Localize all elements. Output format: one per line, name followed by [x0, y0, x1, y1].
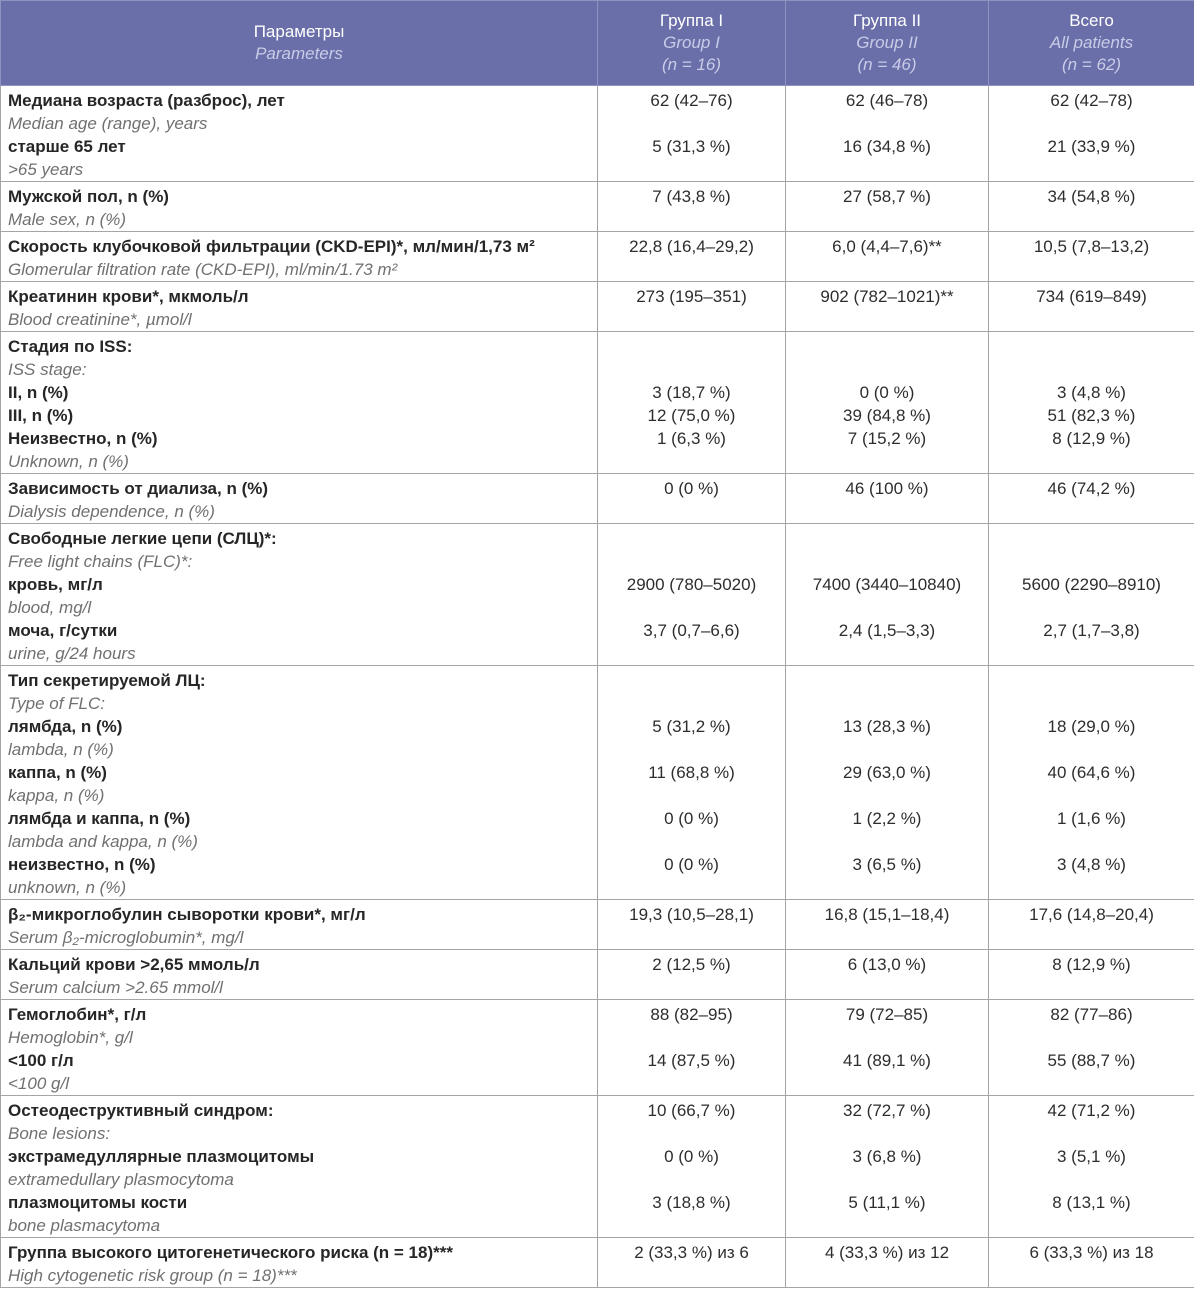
header-parameters-ru: Параметры — [253, 22, 345, 41]
value-g2: 41 (89,1 %) — [843, 1051, 931, 1070]
value-cell-all — [989, 232, 1194, 282]
parameter-label-en: >65 years — [8, 160, 84, 179]
parameter-label-en: blood, mg/l — [8, 598, 92, 617]
table-row — [1, 950, 1194, 1000]
parameter-label-en: Serum β₂-microglobumin*, mg/l — [8, 928, 244, 947]
spacer — [602, 1168, 781, 1191]
spacer — [790, 876, 984, 899]
spacer — [993, 158, 1190, 181]
spacer — [602, 1072, 781, 1095]
value-g1: 5 (31,2 %) — [652, 717, 731, 736]
value-g2: 39 (84,8 %) — [843, 406, 931, 425]
parameter-cell — [1, 900, 598, 950]
value-all: 21 (33,9 %) — [1047, 137, 1136, 156]
spacer — [602, 208, 781, 231]
parameter-cell — [1, 1096, 598, 1238]
value-cell-all — [989, 1096, 1194, 1238]
spacer — [790, 1264, 984, 1287]
value-g2: 32 (72,7 %) — [843, 1101, 931, 1120]
value-g1: 2900 (780–5020) — [626, 575, 757, 594]
table-row — [1, 282, 1194, 332]
value-all: 3 (4,8 %) — [1057, 855, 1126, 874]
header-group-1-en: Group I — [663, 33, 720, 52]
spacer — [790, 1168, 984, 1191]
spacer — [993, 1264, 1190, 1287]
value-cell-all — [989, 182, 1194, 232]
parameter-label-ru: неизвестно, n (%) — [8, 855, 156, 874]
spacer — [993, 335, 1190, 358]
section-title-ru: Свободные легкие цепи (СЛЦ)*: — [8, 529, 277, 548]
value-g1: 5 (31,3 %) — [652, 137, 731, 156]
parameter-label-en: extramedullary plasmocytoma — [8, 1170, 234, 1189]
table-row — [1, 182, 1194, 232]
value-cell-g1 — [598, 232, 786, 282]
parameter-cell — [1, 950, 598, 1000]
spacer — [993, 1072, 1190, 1095]
spacer — [993, 692, 1190, 715]
parameter-cell — [1, 524, 598, 666]
value-cell-all — [989, 474, 1194, 524]
value-cell-g1 — [598, 282, 786, 332]
value-cell-g2 — [786, 950, 989, 1000]
spacer — [993, 926, 1190, 949]
parameter-label-en: Glomerular filtration rate (CKD-EPI), ml/min/1.73 m² — [8, 260, 398, 279]
value-g1: 3,7 (0,7–6,6) — [643, 621, 740, 640]
value-g2: 62 (46–78) — [845, 91, 929, 110]
spacer — [993, 1026, 1190, 1049]
value-g2: 16 (34,8 %) — [843, 137, 931, 156]
value-g2: 16,8 (15,1–18,4) — [824, 905, 950, 924]
parameter-label-ru: каппа, n (%) — [8, 763, 107, 782]
section-title-ru: Тип секретируемой ЛЦ: — [8, 671, 206, 690]
parameter-label-ru: Кальций крови >2,65 ммоль/л — [8, 955, 260, 974]
table-header-row — [1, 1, 1194, 86]
parameter-label-ru: Гемоглобин*, г/л — [8, 1005, 147, 1024]
value-all: 6 (33,3 %) из 18 — [1029, 1243, 1154, 1262]
value-cell-g1 — [598, 474, 786, 524]
table-row — [1, 86, 1194, 182]
header-group-2-n: (n = 46) — [857, 55, 917, 74]
parameter-cell — [1, 232, 598, 282]
parameter-label-en: Serum calcium >2.65 mmol/l — [8, 978, 223, 997]
value-g2: 79 (72–85) — [845, 1005, 929, 1024]
value-cell-g2 — [786, 332, 989, 474]
parameter-label-en: bone plasmacytoma — [8, 1216, 161, 1235]
value-cell-all — [989, 282, 1194, 332]
header-all-n: (n = 62) — [1061, 55, 1122, 74]
spacer — [993, 596, 1190, 619]
spacer — [993, 830, 1190, 853]
value-cell-g1 — [598, 332, 786, 474]
spacer — [993, 112, 1190, 135]
header-all-en: All patients — [1049, 33, 1134, 52]
value-g2: 5 (11,1 %) — [848, 1193, 926, 1212]
table-body — [1, 86, 1194, 1288]
value-cell-g2 — [786, 232, 989, 282]
spacer — [602, 500, 781, 523]
parameter-label-ru: Мужской пол, n (%) — [8, 187, 169, 206]
spacer — [790, 669, 984, 692]
spacer — [602, 1214, 781, 1237]
table-row — [1, 1238, 1194, 1288]
value-g1: 2 (12,5 %) — [652, 955, 731, 974]
value-all: 17,6 (14,8–20,4) — [1029, 905, 1154, 924]
parameter-label-en: Dialysis dependence, n (%) — [8, 502, 215, 521]
spacer — [790, 738, 984, 761]
value-g2: 2,4 (1,5–3,3) — [838, 621, 936, 640]
spacer — [790, 1072, 984, 1095]
spacer — [602, 976, 781, 999]
value-cell-all — [989, 666, 1194, 900]
parameter-label-en: Bone lesions: — [8, 1124, 111, 1143]
parameter-label-ru: Остеодеструктивный синдром: — [8, 1101, 274, 1120]
value-g2: 13 (28,3 %) — [843, 717, 931, 736]
value-g2: 902 (782–1021)** — [820, 287, 954, 306]
parameter-label-en: lambda and kappa, n (%) — [8, 832, 198, 851]
value-all: 42 (71,2 %) — [1047, 1101, 1136, 1120]
spacer — [790, 976, 984, 999]
value-all: 3 (5,1 %) — [1057, 1147, 1126, 1166]
value-g1: 273 (195–351) — [636, 287, 747, 306]
section-title-en: Free light chains (FLC)*: — [8, 552, 193, 571]
value-g2: 0 (0 %) — [859, 383, 915, 402]
parameter-label-ru: <100 г/л — [8, 1051, 74, 1070]
spacer — [993, 1214, 1190, 1237]
value-cell-g1 — [598, 1096, 786, 1238]
spacer — [602, 926, 781, 949]
value-g1: 1 (6,3 %) — [657, 429, 726, 448]
section-title-en: Type of FLC: — [8, 694, 105, 713]
value-all: 734 (619–849) — [1036, 287, 1147, 306]
value-cell-all — [989, 950, 1194, 1000]
value-cell-g2 — [786, 900, 989, 950]
value-g2: 7400 (3440–10840) — [812, 575, 962, 594]
table-row — [1, 524, 1194, 666]
parameter-cell — [1, 86, 598, 182]
value-cell-g1 — [598, 524, 786, 666]
value-g1: 3 (18,7 %) — [652, 383, 731, 402]
parameter-label-en: unknown, n (%) — [8, 878, 127, 897]
spacer — [790, 784, 984, 807]
spacer — [790, 1214, 984, 1237]
parameter-label-en: lambda, n (%) — [8, 740, 114, 759]
value-g2: 29 (63,0 %) — [843, 763, 931, 782]
value-g2: 7 (15,2 %) — [847, 429, 927, 448]
spacer — [602, 335, 781, 358]
value-cell-g2 — [786, 182, 989, 232]
value-g1: 2 (33,3 %) из 6 — [634, 1243, 749, 1262]
value-all: 55 (88,7 %) — [1047, 1051, 1136, 1070]
spacer — [790, 258, 984, 281]
parameter-cell — [1, 1000, 598, 1096]
spacer — [993, 550, 1190, 573]
spacer — [993, 500, 1190, 523]
value-cell-g1 — [598, 950, 786, 1000]
value-g1: 7 (43,8 %) — [652, 187, 731, 206]
value-g1: 3 (18,8 %) — [652, 1193, 731, 1212]
value-g1: 88 (82–95) — [650, 1005, 733, 1024]
parameter-label-ru: Группа высокого цитогенетического риска (n = 18)*** — [8, 1243, 453, 1262]
spacer — [602, 158, 781, 181]
spacer — [602, 358, 781, 381]
spacer — [602, 1122, 781, 1145]
spacer — [790, 500, 984, 523]
value-cell-all — [989, 332, 1194, 474]
value-g2: 46 (100 %) — [845, 479, 929, 498]
header-all-ru: Всего — [1069, 11, 1114, 30]
parameter-label-ru: плазмоцитомы кости — [8, 1193, 188, 1212]
spacer — [993, 208, 1190, 231]
spacer — [602, 692, 781, 715]
spacer — [790, 926, 984, 949]
spacer — [790, 1026, 984, 1049]
parameter-cell — [1, 182, 598, 232]
spacer — [790, 692, 984, 715]
value-cell-g2 — [786, 282, 989, 332]
table-row — [1, 666, 1194, 900]
value-all: 40 (64,6 %) — [1047, 763, 1136, 782]
spacer — [602, 784, 781, 807]
value-cell-g1 — [598, 666, 786, 900]
header-all-patients — [989, 1, 1194, 86]
spacer — [790, 642, 984, 665]
parameter-label-en: Unknown, n (%) — [8, 452, 129, 471]
parameter-label-ru: Неизвестно, n (%) — [8, 429, 158, 448]
parameter-label-en: Median age (range), years — [8, 114, 208, 133]
spacer — [993, 669, 1190, 692]
value-all: 10,5 (7,8–13,2) — [1033, 237, 1150, 256]
value-cell-g1 — [598, 86, 786, 182]
value-g1: 0 (0 %) — [664, 809, 719, 828]
value-g1: 11 (68,8 %) — [648, 763, 735, 782]
parameter-label-ru: лямбда, n (%) — [8, 717, 123, 736]
spacer — [993, 1122, 1190, 1145]
spacer — [790, 550, 984, 573]
value-all: 8 (12,9 %) — [1052, 955, 1131, 974]
header-group-2-ru: Группа II — [852, 11, 922, 30]
value-all: 62 (42–78) — [1050, 91, 1133, 110]
parameter-cell — [1, 332, 598, 474]
value-all: 46 (74,2 %) — [1047, 479, 1136, 498]
value-g1: 22,8 (16,4–29,2) — [629, 237, 754, 256]
value-cell-all — [989, 1000, 1194, 1096]
value-cell-g2 — [786, 474, 989, 524]
spacer — [602, 876, 781, 899]
parameter-label-ru: моча, г/сутки — [8, 621, 118, 640]
parameter-label-ru: экстрамедуллярные плазмоцитомы — [8, 1147, 315, 1166]
header-group-1 — [598, 1, 786, 86]
value-g1: 0 (0 %) — [664, 855, 719, 874]
value-g2: 4 (33,3 %) из 12 — [824, 1243, 950, 1262]
parameter-label-en: Male sex, n (%) — [8, 210, 127, 229]
value-cell-all — [989, 86, 1194, 182]
spacer — [602, 450, 781, 473]
value-cell-g2 — [786, 666, 989, 900]
spacer — [993, 642, 1190, 665]
value-g1: 14 (87,5 %) — [647, 1051, 736, 1070]
spacer — [993, 738, 1190, 761]
table-row — [1, 474, 1194, 524]
value-cell-g2 — [786, 1238, 989, 1288]
value-g1: 19,3 (10,5–28,1) — [629, 905, 754, 924]
parameter-label-ru: кровь, мг/л — [8, 575, 103, 594]
value-g1: 0 (0 %) — [664, 1147, 719, 1166]
value-all: 2,7 (1,7–3,8) — [1043, 621, 1140, 640]
parameter-cell — [1, 282, 598, 332]
header-parameters-en: Parameters — [255, 44, 343, 63]
spacer — [790, 358, 984, 381]
spacer — [790, 208, 984, 231]
spacer — [602, 112, 781, 135]
parameter-label-ru: Скорость клубочковой фильтрации (CKD-EPI)*, мл/мин/1,73 м² — [8, 237, 535, 256]
spacer — [790, 596, 984, 619]
parameter-label-ru: III, n (%) — [8, 406, 74, 425]
spacer — [993, 976, 1190, 999]
spacer — [993, 308, 1190, 331]
parameter-label-ru: лямбда и каппа, n (%) — [8, 809, 191, 828]
table-row — [1, 1000, 1194, 1096]
spacer — [790, 450, 984, 473]
parameter-cell — [1, 666, 598, 900]
spacer — [790, 158, 984, 181]
spacer — [790, 830, 984, 853]
spacer — [602, 669, 781, 692]
table-row — [1, 332, 1194, 474]
spacer — [602, 308, 781, 331]
value-cell-g1 — [598, 1238, 786, 1288]
spacer — [602, 830, 781, 853]
spacer — [993, 876, 1190, 899]
parameter-label-en: High cytogenetic risk group (n = 18)*** — [8, 1266, 297, 1285]
value-cell-all — [989, 1238, 1194, 1288]
spacer — [790, 112, 984, 135]
value-cell-g1 — [598, 1000, 786, 1096]
spacer — [993, 258, 1190, 281]
value-g2: 6,0 (4,4–7,6)** — [832, 237, 942, 256]
parameter-label-en: Hemoglobin*, g/l — [8, 1028, 133, 1047]
spacer — [993, 1168, 1190, 1191]
spacer — [602, 738, 781, 761]
value-all: 3 (4,8 %) — [1057, 383, 1126, 402]
value-cell-g2 — [786, 1096, 989, 1238]
spacer — [790, 527, 984, 550]
value-g1: 12 (75,0 %) — [647, 406, 736, 425]
value-cell-all — [989, 524, 1194, 666]
value-cell-g1 — [598, 182, 786, 232]
value-g2: 3 (6,8 %) — [852, 1147, 922, 1166]
parameter-cell — [1, 474, 598, 524]
value-g1: 62 (42–76) — [650, 91, 733, 110]
spacer — [993, 358, 1190, 381]
spacer — [602, 642, 781, 665]
table-row — [1, 1096, 1194, 1238]
parameter-label-en: kappa, n (%) — [8, 786, 105, 805]
value-g2: 1 (2,2 %) — [852, 809, 922, 828]
spacer — [993, 527, 1190, 550]
header-group-2 — [786, 1, 989, 86]
table-row — [1, 900, 1194, 950]
value-all: 51 (82,3 %) — [1047, 406, 1136, 425]
parameter-label-ru: Медиана возраста (разброс), лет — [8, 91, 285, 110]
parameter-label-ru: II, n (%) — [8, 383, 69, 402]
value-all: 8 (13,1 %) — [1052, 1193, 1131, 1212]
value-cell-g2 — [786, 1000, 989, 1096]
spacer — [790, 335, 984, 358]
value-g2: 27 (58,7 %) — [843, 187, 931, 206]
value-g2: 6 (13,0 %) — [847, 955, 927, 974]
value-all: 8 (12,9 %) — [1052, 429, 1131, 448]
spacer — [993, 450, 1190, 473]
value-cell-all — [989, 900, 1194, 950]
value-all: 1 (1,6 %) — [1057, 809, 1126, 828]
parameter-label-ru: старше 65 лет — [8, 137, 126, 156]
parameter-label-en: Blood creatinine*, µmol/l — [8, 310, 192, 329]
spacer — [602, 258, 781, 281]
section-title-ru: Стадия по ISS: — [8, 337, 133, 356]
parameter-label-en: urine, g/24 hours — [8, 644, 136, 663]
value-all: 82 (77–86) — [1050, 1005, 1133, 1024]
parameter-label-ru: Креатинин крови*, мкмоль/л — [8, 287, 249, 306]
parameter-cell — [1, 1238, 598, 1288]
value-all: 18 (29,0 %) — [1047, 717, 1136, 736]
spacer — [602, 527, 781, 550]
value-cell-g2 — [786, 86, 989, 182]
value-g2: 3 (6,5 %) — [852, 855, 922, 874]
parameter-label-en: <100 g/l — [8, 1074, 69, 1093]
value-g1: 10 (66,7 %) — [647, 1101, 736, 1120]
value-all: 5600 (2290–8910) — [1022, 575, 1161, 594]
parameter-label-ru: β₂-микроглобулин сыворотки крови*, мг/л — [8, 905, 366, 924]
header-group-1-ru: Группа I — [659, 11, 724, 30]
value-cell-g2 — [786, 524, 989, 666]
spacer — [790, 308, 984, 331]
value-all: 34 (54,8 %) — [1047, 187, 1136, 206]
spacer — [602, 550, 781, 573]
spacer — [602, 1026, 781, 1049]
value-cell-g1 — [598, 900, 786, 950]
parameter-label-ru: Зависимость от диализа, n (%) — [8, 479, 269, 498]
section-title-en: ISS stage: — [8, 360, 87, 379]
spacer — [602, 1264, 781, 1287]
header-parameters — [1, 1, 598, 86]
header-group-2-en: Group II — [856, 33, 918, 52]
table-row — [1, 232, 1194, 282]
header-group-1-n: (n = 16) — [661, 55, 722, 74]
spacer — [790, 1122, 984, 1145]
spacer — [993, 784, 1190, 807]
value-g1: 0 (0 %) — [664, 479, 719, 498]
spacer — [602, 596, 781, 619]
